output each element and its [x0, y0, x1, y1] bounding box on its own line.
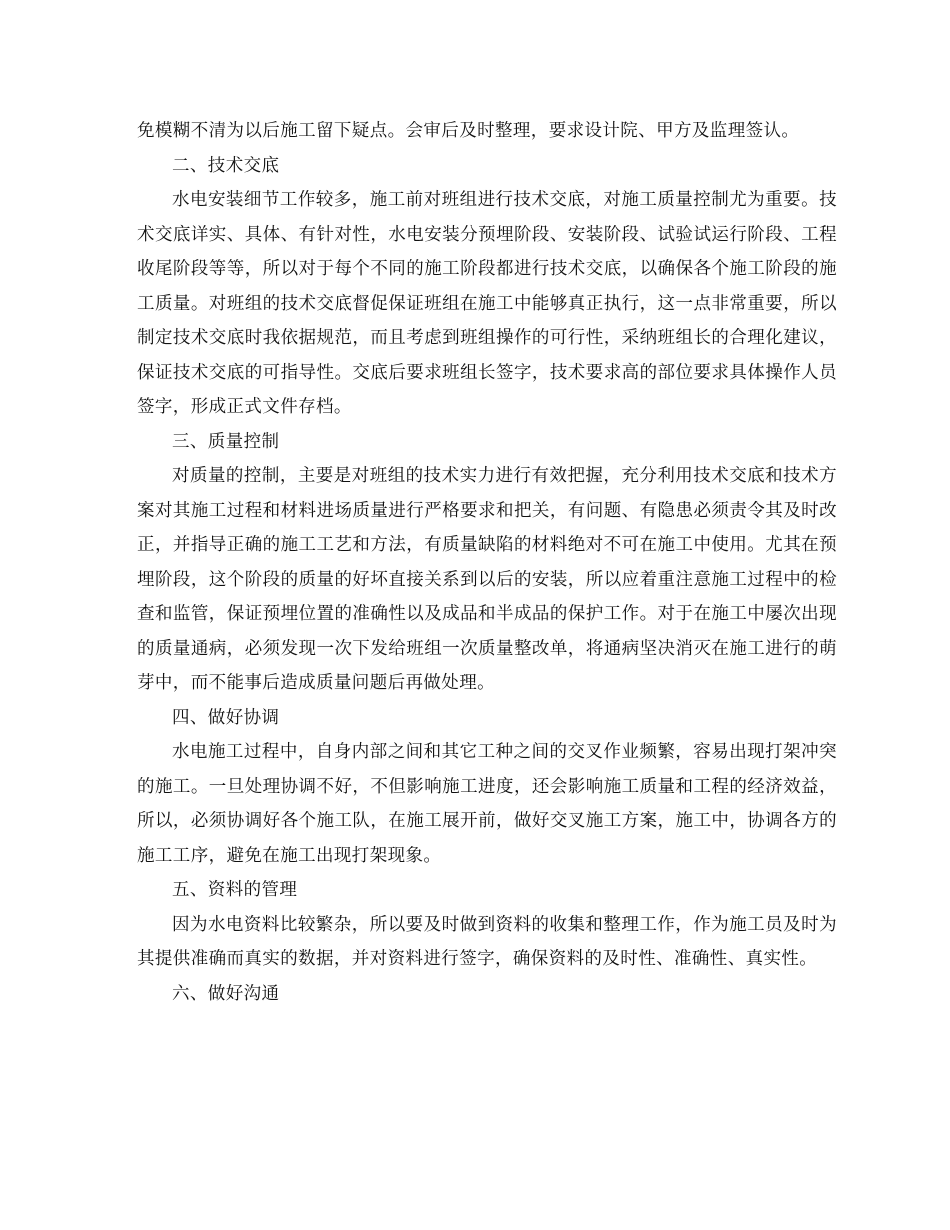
paragraph-document-management: 因为水电资料比较繁杂，所以要及时做到资料的收集和整理工作，作为施工员及时为其提供准确而真实的数据，并对资料进行签字，确保资料的及时性、准确性、真实性。 — [137, 914, 837, 969]
section-heading-coordination: 四、做好协调 — [172, 707, 280, 728]
paragraph-technical-briefing: 水电安装细节工作较多，施工前对班组进行技术交底，对施工质量控制尤为重要。技术交底详实、具体、有针对性，水电安装分预埋阶段、安装阶段、试验试运行阶段、工程收尾阶段等等，所以对于每个不同的施工阶段都进行技术交底，以确保各个施工阶段的施工质量。对班组的技术交底督促保证班组在施工中能够真正执行，这一点非常重要，所以制定技术交底时我依据规范，而且考虑到班组操作的可行性，采纳班组长的合理化建议，保证技术交底的可指导性。交底后要求班组长签字，技术要求高的部位要求具体操作人员签字，形成正式文件存档。 — [137, 190, 837, 417]
paragraph-coordination: 水电施工过程中，自身内部之间和其它工种之间的交叉作业频繁，容易出现打架冲突的施工。一旦处理协调不好，不但影响施工进度，还会影响施工质量和工程的经济效益，所以，必须协调好各个施工队，在施工展开前，做好交叉施工方案，施工中，协调各方的施工工序，避免在施工出现打架现象。 — [137, 742, 837, 866]
section-heading-document-management: 五、资料的管理 — [172, 880, 298, 900]
section-heading-communication: 六、做好沟通 — [172, 983, 280, 1004]
section-heading-quality-control: 三、质量控制 — [172, 431, 280, 452]
paragraph-quality-control: 对质量的控制，主要是对班组的技术实力进行有效把握，充分利用技术交底和技术方案对其施工过程和材料进场质量进行严格要求和把关，有问题、有隐患必须责令其及时改正，并指导正确的施工工艺和方法，有质量缺陷的材料绝对不可在施工中使用。尤其在预埋阶段，这个阶段的质量的好坏直接关系到以后的安装，所以应着重注意施工过程中的检查和监管，保证预埋位置的准确性以及成品和半成品的保护工作。对于在施工中屡次出现的质量通病，必须发现一次下发给班组一次质量整改单，将通病坚决消灭在施工进行的萌芽中，而不能事后造成质量问题后再做处理。 — [137, 466, 837, 693]
paragraph-continuation: 免模糊不清为以后施工留下疑点。会审后及时整理，要求设计院、甲方及监理签认。 — [137, 121, 800, 141]
section-heading-technical-briefing: 二、技术交底 — [172, 155, 280, 176]
document-body — [137, 114, 837, 1011]
